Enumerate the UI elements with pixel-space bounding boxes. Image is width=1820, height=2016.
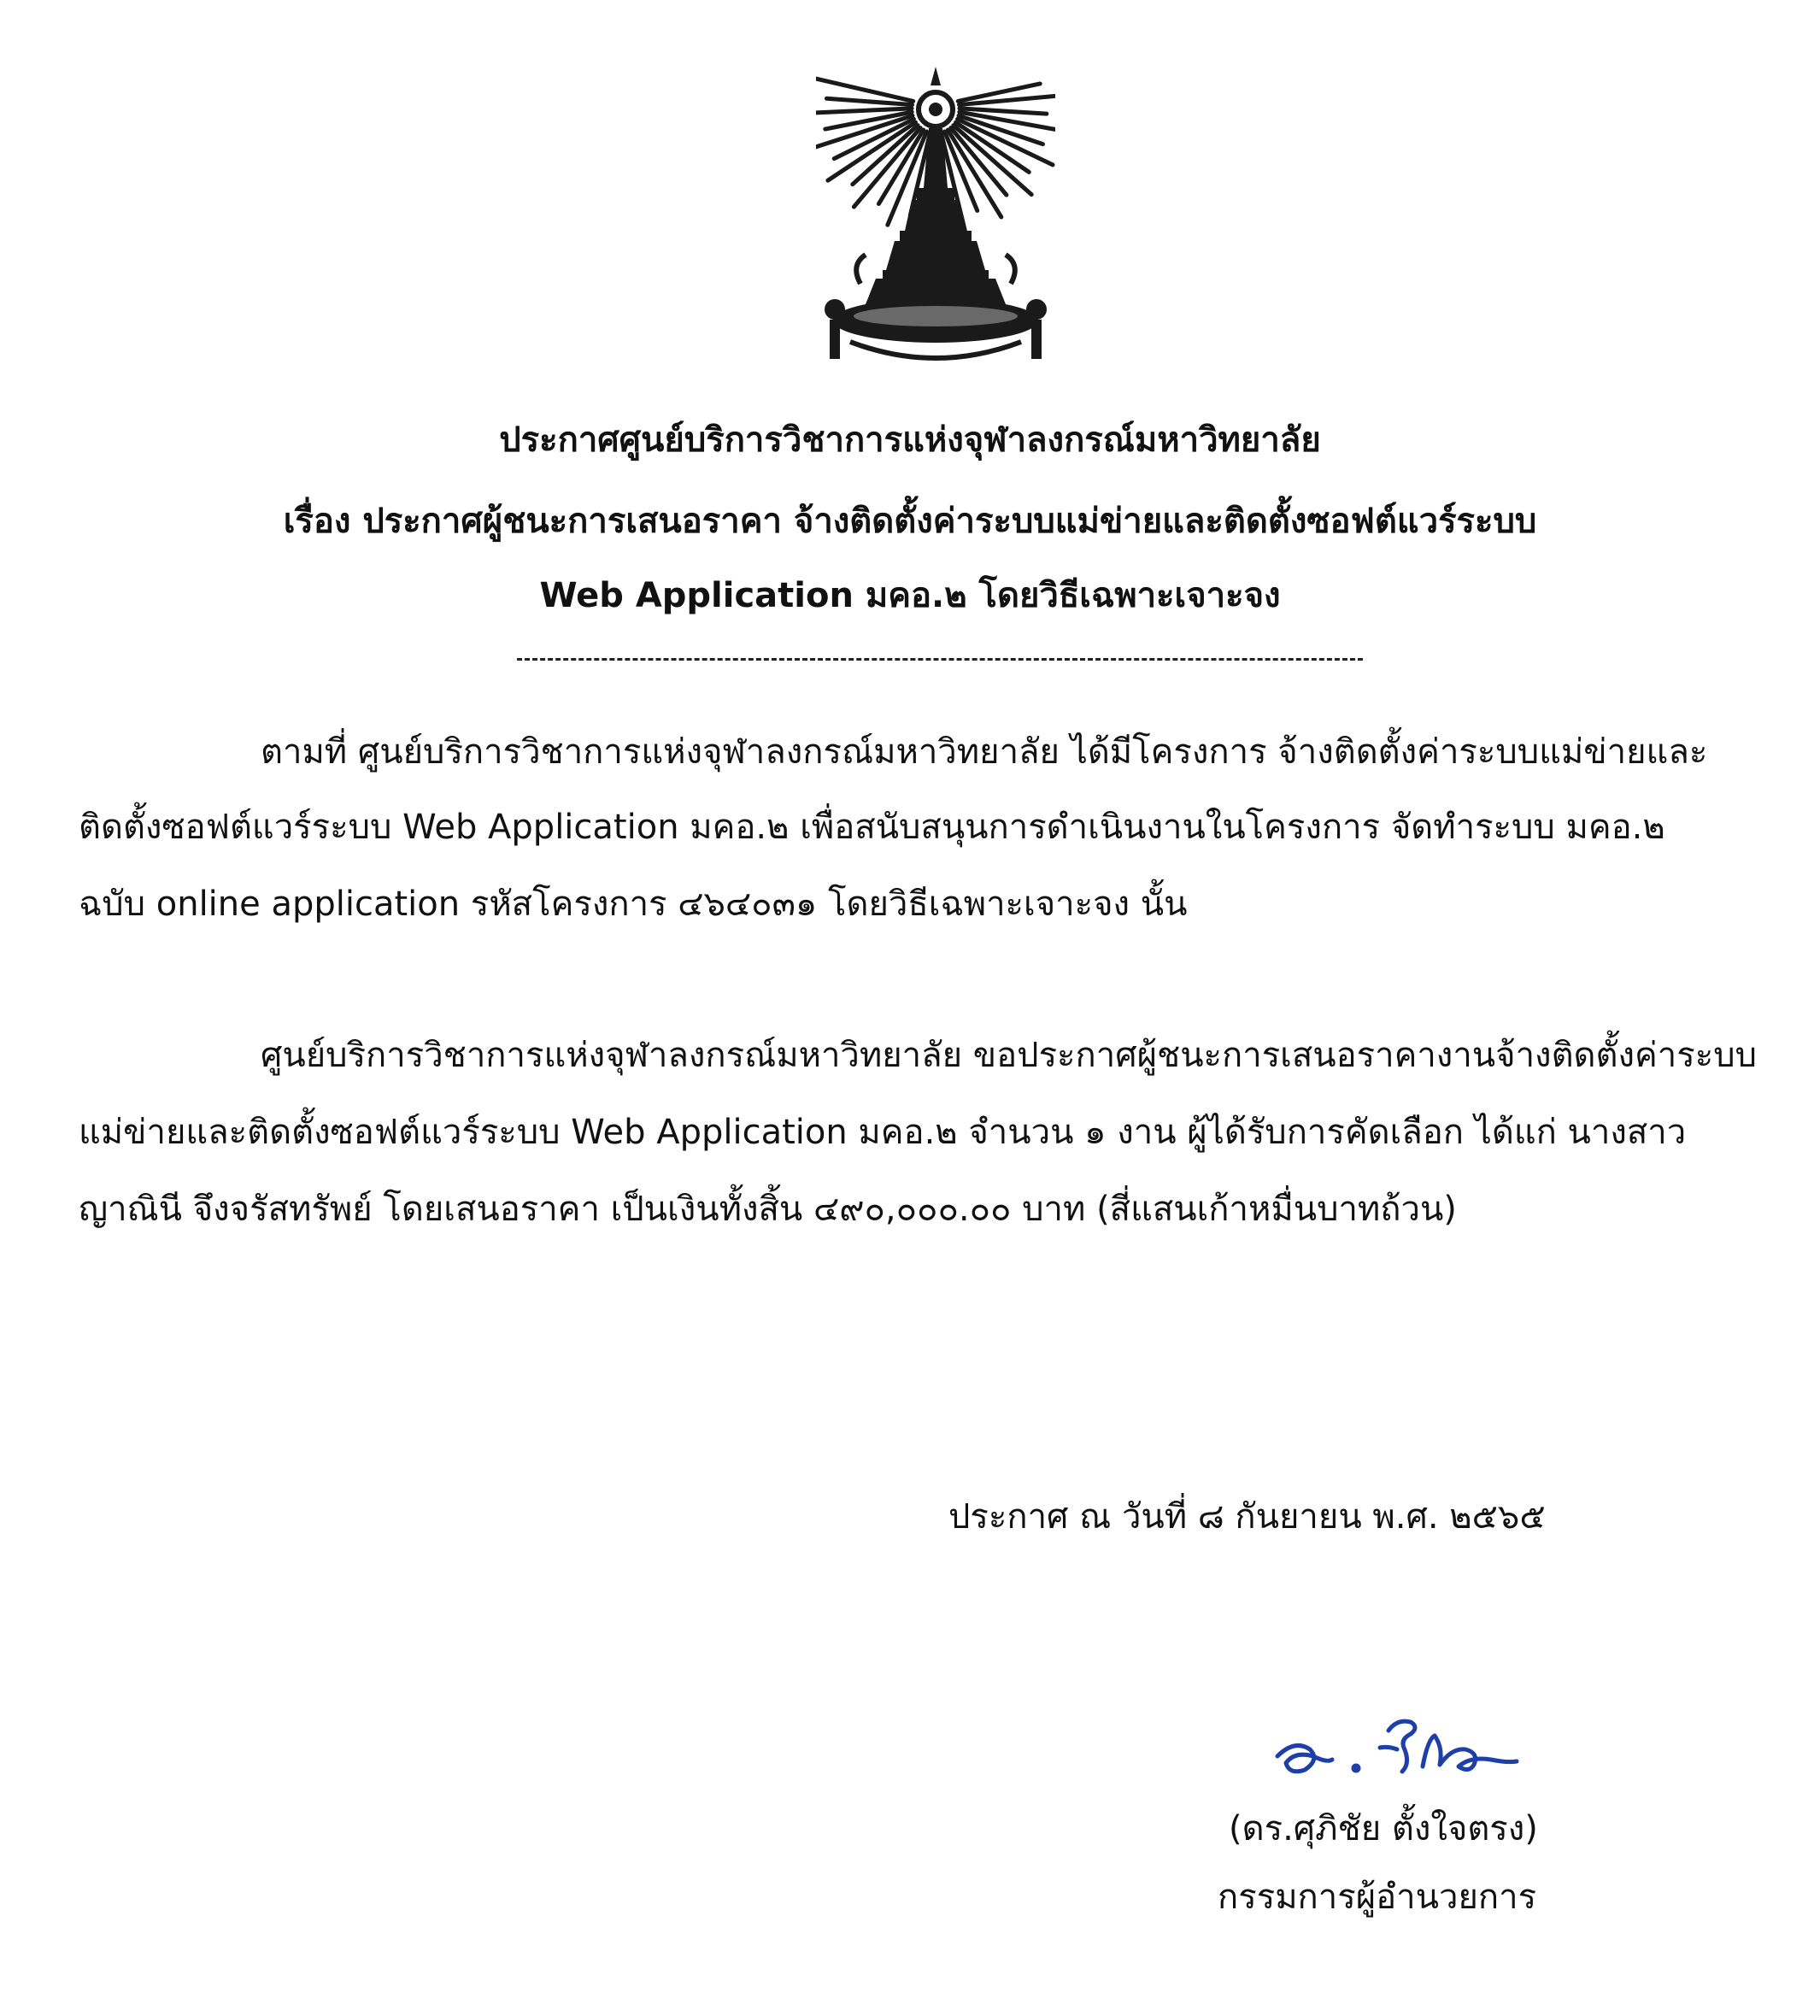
announcement-subject-line2: Web Application มคอ.๒ โดยวิธีเฉพาะเจาะจง <box>539 576 1281 615</box>
header-divider <box>517 658 1363 661</box>
paragraph2-line3: ญาณินี จึงจรัสทรัพย์ โดยเสนอราคา เป็นเงินทั้งสิ้น ๔๙๐,๐๐๐.๐๐ บาท (สี่แสนเก้าหมื่นบาทถ้วน) <box>79 1190 1457 1229</box>
paragraph2-line2: แม่ข่ายและติดตั้งซอฟต์แวร์ระบบ Web Application มคอ.๒ จำนวน ๑ งาน ผู้ได้รับการคัดเลือก ได้แก่ นางสาว <box>79 1113 1687 1152</box>
paragraph1-line1: ตามที่ ศูนย์บริการวิชาการแห่งจุฬาลงกรณ์มหาวิทยาลัย ได้มีโครงการ จ้างติดตั้งค่าระบบแม่ข่ายและ <box>261 732 1708 772</box>
paragraph2-line1: ศูนย์บริการวิชาการแห่งจุฬาลงกรณ์มหาวิทยาลัย ขอประกาศผู้ชนะการเสนอราคางานจ้างติดตั้งค่าระบบ <box>261 1036 1757 1075</box>
announcement-date: ประกาศ ณ วันที่ ๘ กันยายน พ.ศ. ๒๕๖๕ <box>948 1497 1546 1537</box>
paragraph1-line2: ติดตั้งซอฟต์แวร์ระบบ Web Application มคอ.๒ เพื่อสนับสนุนการดำเนินงานในโครงการ จัดทำระบบ มคอ.๒ <box>79 808 1665 847</box>
signature-icon <box>1260 1696 1525 1790</box>
university-emblem-icon <box>816 60 1055 402</box>
announcement-issuer-title: ประกาศศูนย์บริการวิชาการแห่งจุฬาลงกรณ์มหาวิทยาลัย <box>499 420 1321 460</box>
announcement-subject-line1: เรื่อง ประกาศผู้ชนะการเสนอราคา จ้างติดตั้งค่าระบบแม่ข่ายและติดตั้งซอฟต์แวร์ระบบ <box>283 502 1537 541</box>
emblem-ray <box>816 109 912 114</box>
signer-title: กรรมการผู้อำนวยการ <box>1218 1878 1537 1917</box>
signer-name: (ดร.ศุภิชัย ตั้งใจตรง) <box>1229 1809 1538 1848</box>
paragraph1-line3: ฉบับ online application รหัสโครงการ ๔๖๔๐๓๑ โดยวิธีเฉพาะเจาะจง นั้น <box>79 885 1188 924</box>
